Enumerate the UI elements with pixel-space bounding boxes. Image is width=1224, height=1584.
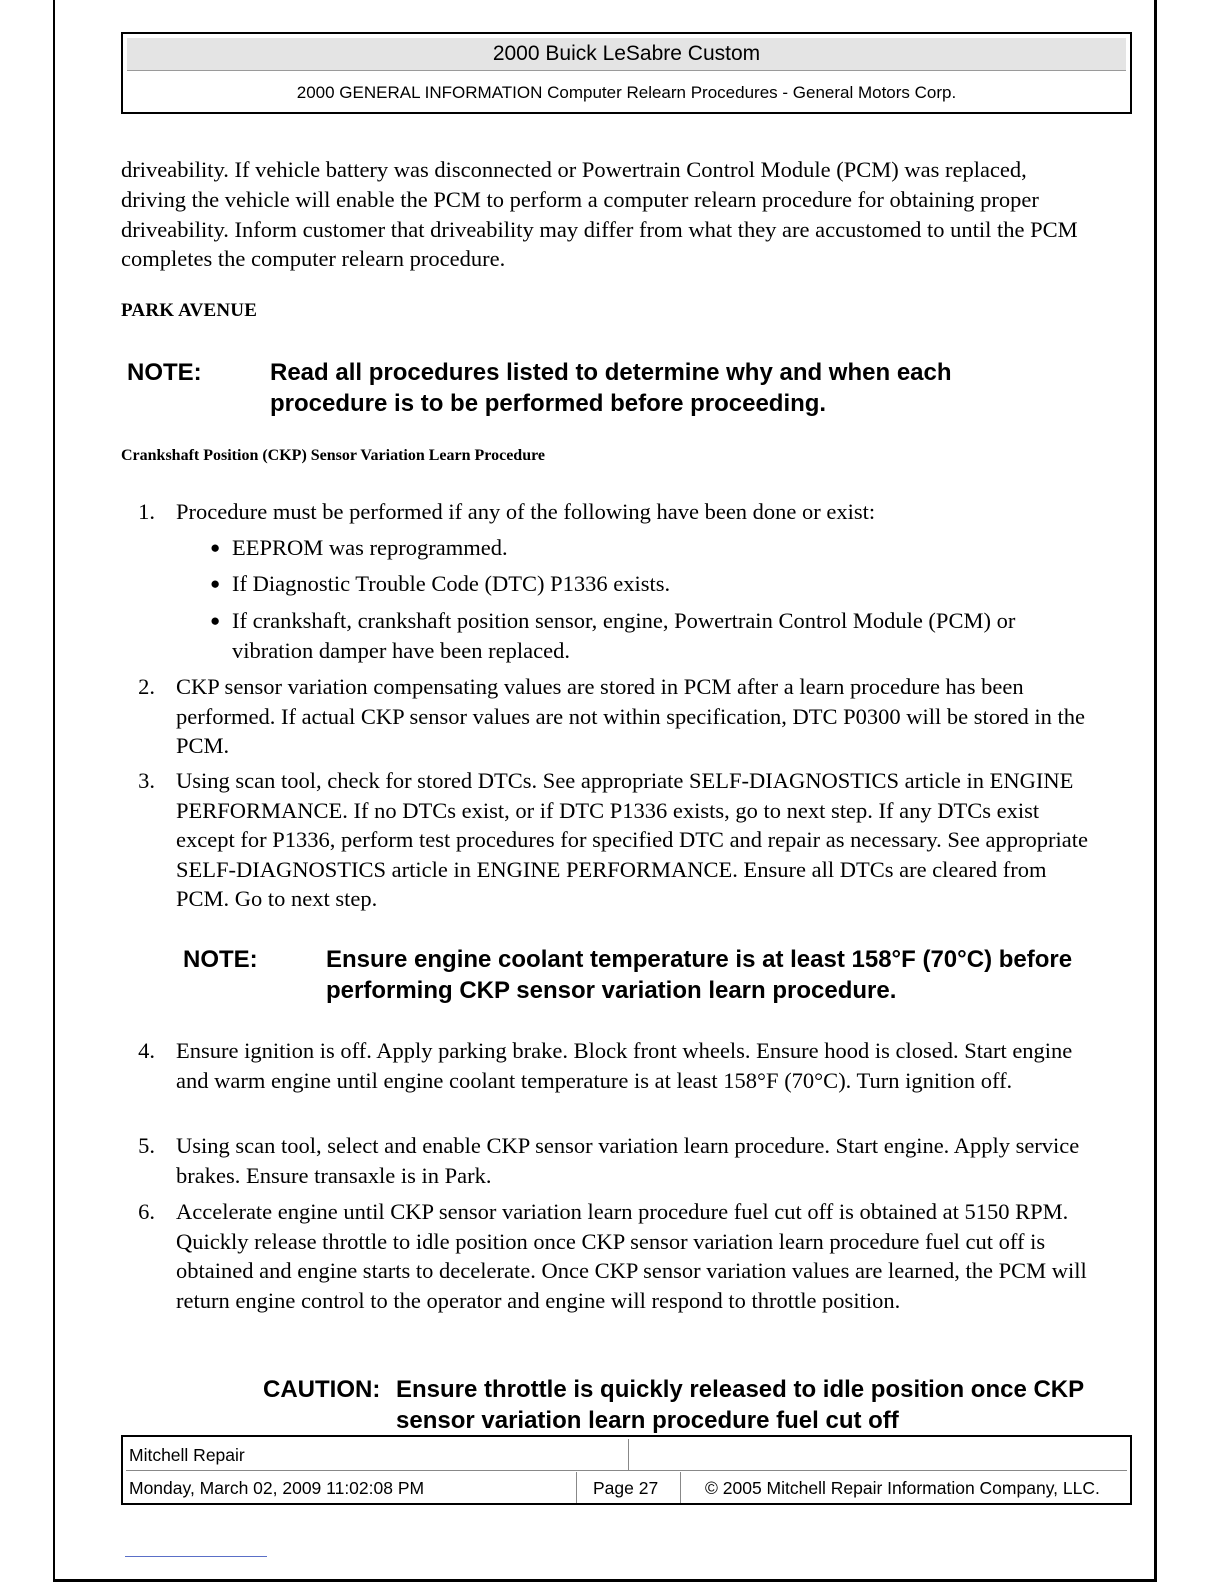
caution-text: Ensure throttle is quickly released to idle position once CKP sensor variation learn procedure fuel cut off xyxy=(396,1376,1084,1434)
note-label: NOTE: xyxy=(183,946,258,973)
document-header xyxy=(121,32,1132,114)
footer-divider xyxy=(126,1470,1127,1471)
caution-label: CAUTION: xyxy=(263,1376,381,1403)
step-number: 5. xyxy=(138,1133,155,1158)
step-number: 4. xyxy=(138,1038,155,1063)
note-text: Ensure engine coolant temperature is at least 158°F (70°C) before performing CKP sensor variation learn procedure. xyxy=(326,946,1073,1004)
bullet-text: EEPROM was reprogrammed. xyxy=(232,535,508,560)
step-text: Using scan tool, select and enable CKP sensor variation learn procedure. Start engine. Apply service brakes. Ensure transaxle is in Park. xyxy=(176,1133,1080,1188)
step-text: CKP sensor variation compensating values are stored in PCM after a learn procedure has been performed. If actual CKP sensor values are not within specification, DTC P0300 will be stored in the PCM. xyxy=(176,674,1085,759)
section-heading: PARK AVENUE xyxy=(121,300,258,321)
bullet-text: If crankshaft, crankshaft position sensor, engine, Powertrain Control Module (PCM) or vibration damper have been replaced. xyxy=(232,608,1016,663)
bullet-icon: ● xyxy=(210,538,221,557)
vehicle-title: 2000 Buick LeSabre Custom xyxy=(127,38,1126,71)
footer-page-number: Page 27 xyxy=(593,1478,659,1498)
bullet-icon: ● xyxy=(210,611,221,630)
footer-divider xyxy=(680,1472,681,1503)
link-underline xyxy=(125,1556,267,1557)
step-number: 6. xyxy=(138,1199,155,1224)
footer-divider xyxy=(628,1439,629,1470)
document-footer xyxy=(121,1435,1132,1505)
step-text: Ensure ignition is off. Apply parking brake. Block front wheels. Ensure hood is closed. Start engine and warm engine until engine coolant temperature is at least 158°F (70°C). Turn ignition off. xyxy=(176,1038,1073,1093)
bullet-text: If Diagnostic Trouble Code (DTC) P1336 exists. xyxy=(232,571,671,596)
bullet-icon: ● xyxy=(210,574,221,593)
footer-publisher: Mitchell Repair xyxy=(129,1445,245,1465)
step-text: Using scan tool, check for stored DTCs. See appropriate SELF-DIAGNOSTICS article in ENGINE PERFORMANCE. If no DTCs exist, or if DTC P1336 exists, go to next step. If any DTCs exist except for P1336, perform test procedures for specified DTC and repair as necessary. See appropriate SELF-DIAGNOSTICS article in ENGINE PERFORMANCE. Ensure all DTCs are cleared from PCM. Go to next step. xyxy=(176,768,1088,912)
note-label: NOTE: xyxy=(127,359,202,386)
footer-datetime: Monday, March 02, 2009 11:02:08 PM xyxy=(129,1478,425,1498)
intro-paragraph: driveability. If vehicle battery was disconnected or Powertrain Control Module (PCM) was replaced, driving the vehicle will enable the PCM to perform a computer relearn procedure for obtaining proper driveability. Inform customer that driveability may differ from what they are accustomed to until the PCM completes the computer relearn procedure. xyxy=(121,157,1078,272)
step-number: 3. xyxy=(138,768,155,793)
note-text: Read all procedures listed to determine why and when each procedure is to be performed before proceeding. xyxy=(270,359,952,417)
subsection-heading: Crankshaft Position (CKP) Sensor Variation Learn Procedure xyxy=(121,447,546,464)
step-number: 2. xyxy=(138,674,155,699)
footer-copyright: © 2005 Mitchell Repair Information Company, LLC. xyxy=(705,1478,1100,1498)
step-text: Accelerate engine until CKP sensor variation learn procedure fuel cut off is obtained at 5150 RPM. Quickly release throttle to idle position once CKP sensor variation learn procedure fuel cut off is obtained and engine starts to decelerate. Once CKP sensor variation values are learned, the PCM will return engine control to the operator and engine will respond to throttle position. xyxy=(176,1199,1087,1313)
step-text: Procedure must be performed if any of the following have been done or exist: xyxy=(176,499,876,524)
footer-divider xyxy=(576,1472,577,1503)
step-number: 1. xyxy=(138,499,155,524)
document-subtitle: 2000 GENERAL INFORMATION Computer Relearn Procedures - General Motors Corp. xyxy=(296,83,957,102)
